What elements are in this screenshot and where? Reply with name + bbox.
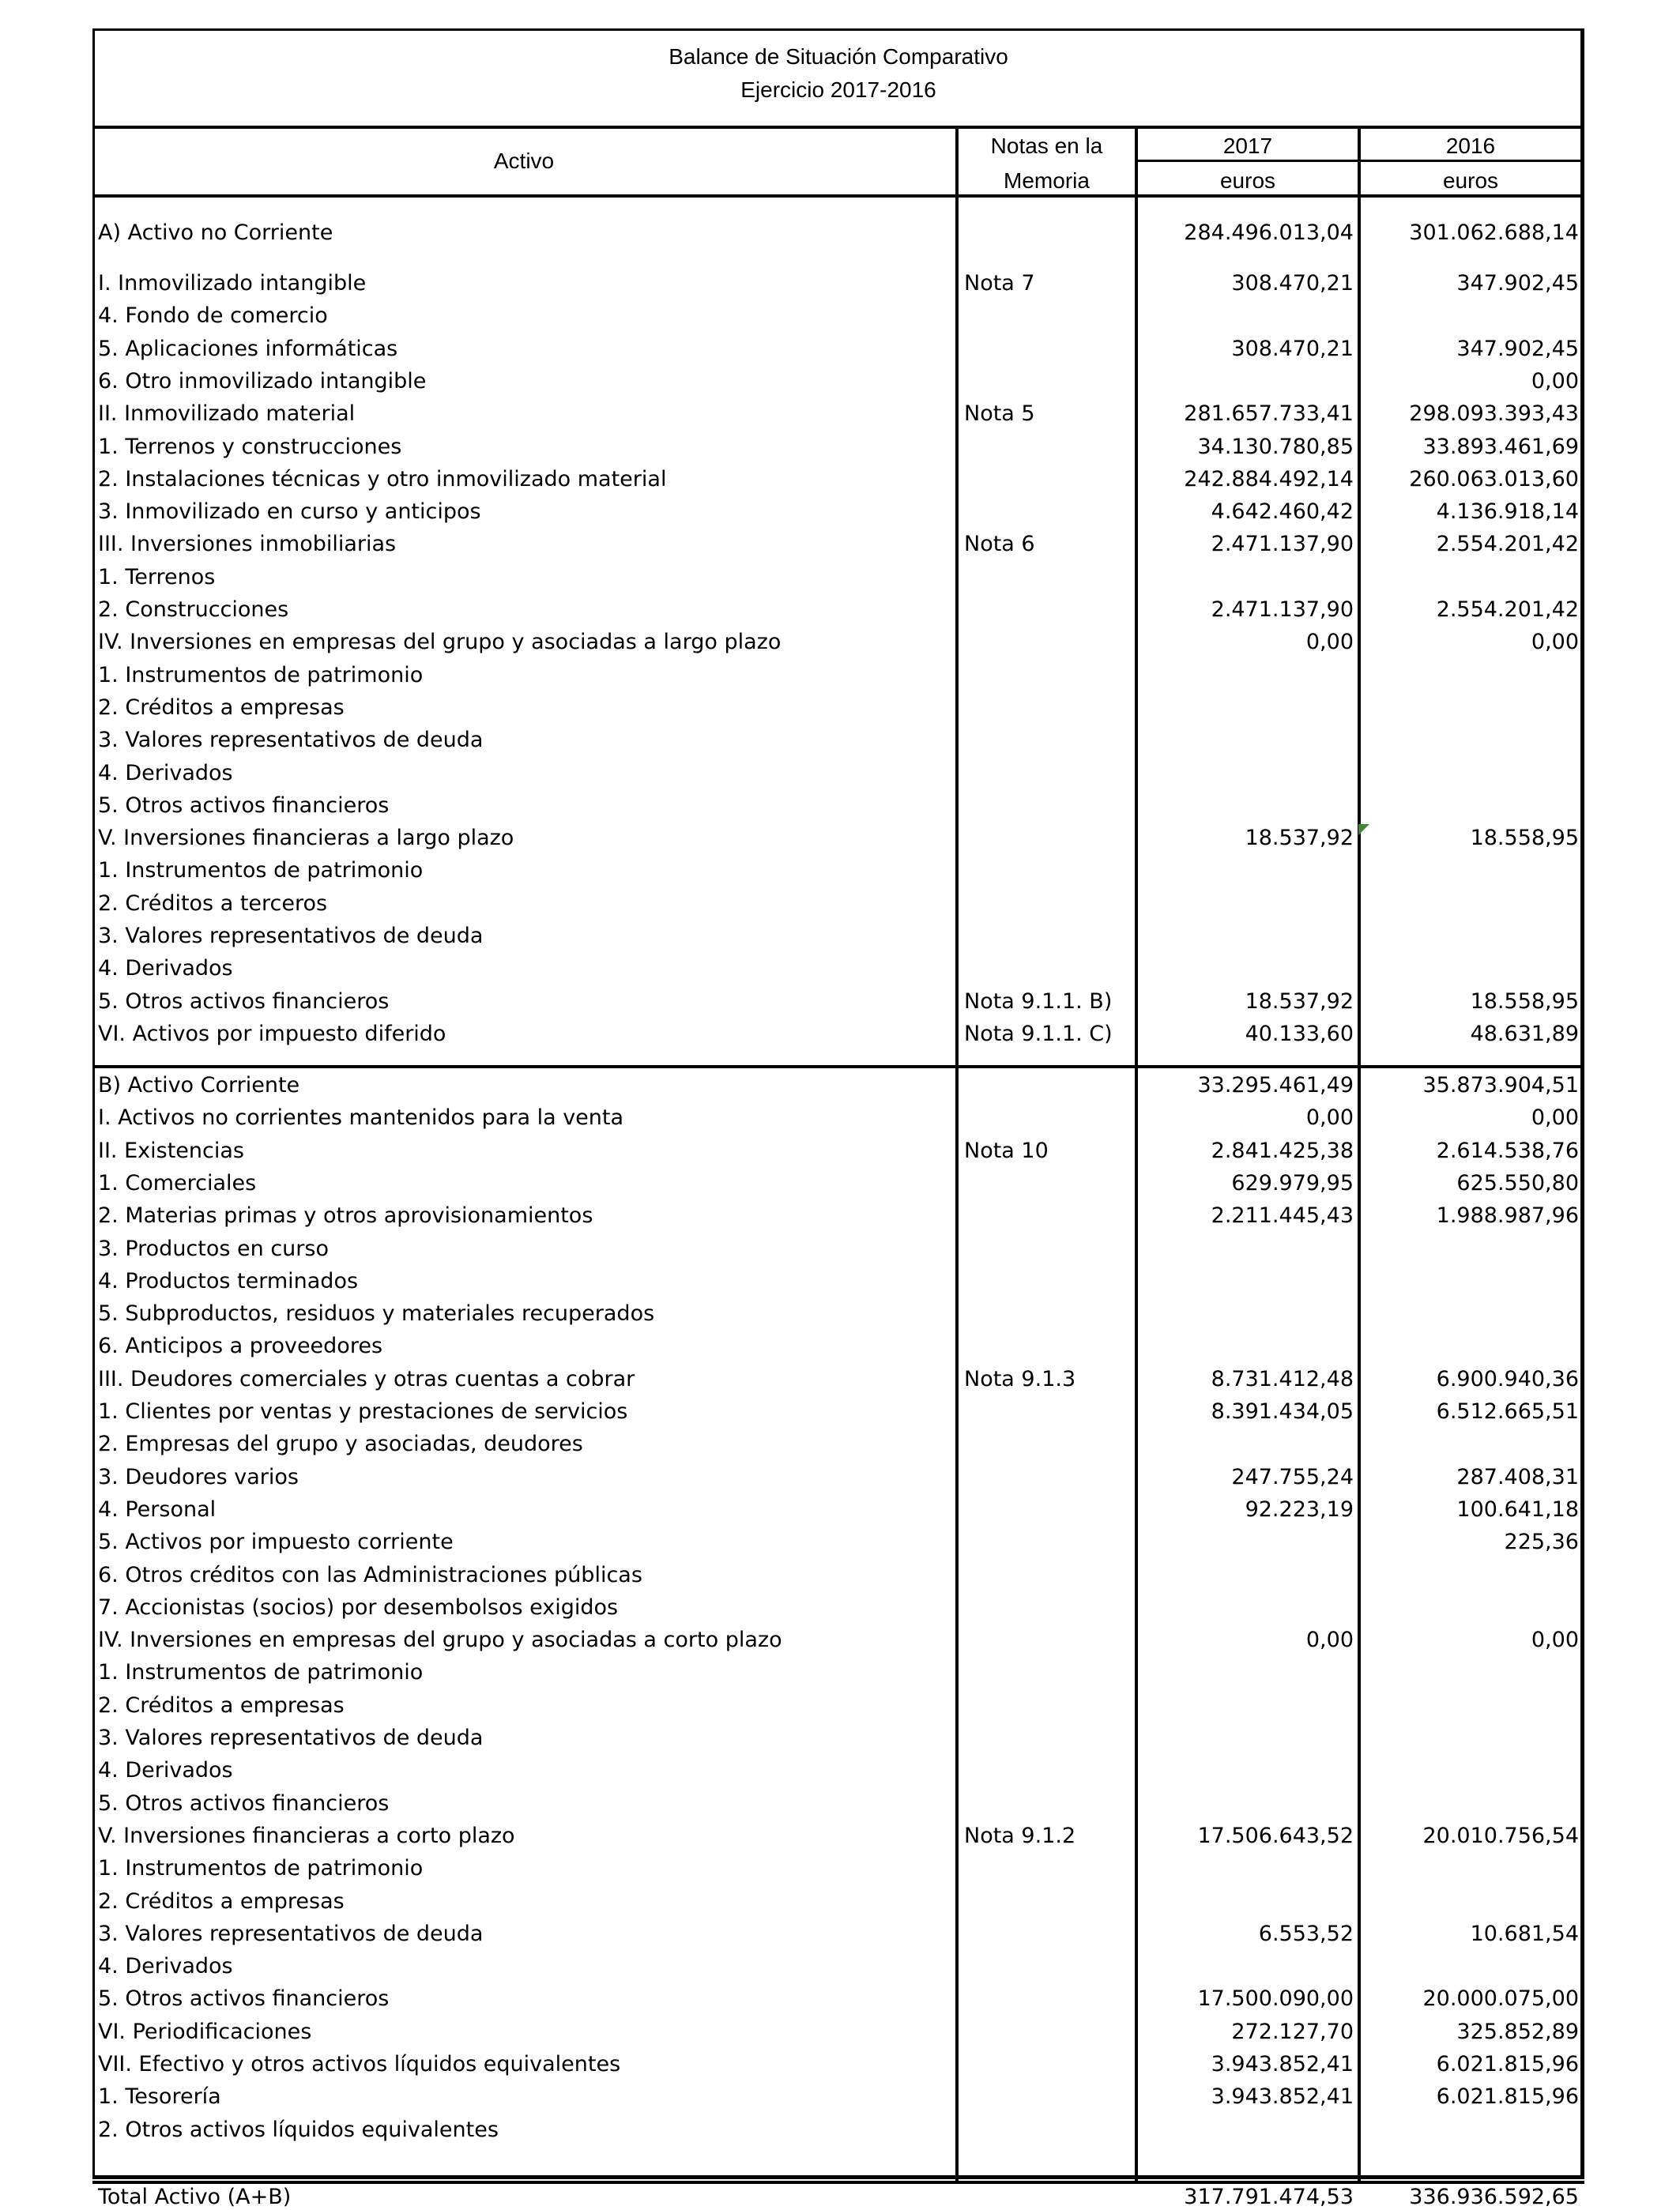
row-label: 6. Anticipos a proveedores [98,1334,383,1358]
row-value-2016: 6.021.815,96 [1436,2052,1579,2076]
row-label: IV. Inversiones en empresas del grupo y asociadas a largo plazo [98,630,782,654]
header-unit-2016: euros [1442,168,1499,193]
row-value-2017: 281.657.733,41 [1184,401,1354,426]
row-label: 5. Otros activos financieros [98,1791,390,1816]
row-label: 6. Otros créditos con las Administraciones públicas [98,1563,642,1587]
row-value-2016: 2.554.201,42 [1436,532,1579,556]
page-subtitle: Ejercicio 2017-2016 [740,77,936,102]
row-value-2016: 10.681,54 [1470,1922,1579,1946]
row-label: 2. Construcciones [98,597,289,622]
row-label: 3. Valores representativos de deuda [98,924,484,948]
row-label: 3. Inmovilizado en curso y anticipos [98,499,481,524]
row-label: 5. Otros activos financieros [98,793,390,818]
row-label: III. Deudores comerciales y otras cuentas a cobrar [98,1367,635,1391]
row-value-2017: 18.537,92 [1245,989,1354,1014]
row-value-2016: 0,00 [1531,369,1579,393]
row-value-2017: 33.295.461,49 [1197,1073,1354,1097]
rule-col-notas [955,126,959,2184]
row-nota: Nota 9.1.1. C) [964,1022,1113,1046]
row-label: 5. Otros activos financieros [98,989,390,1014]
row-value-2016: 20.010.756,54 [1422,1824,1579,1848]
row-label: 5. Activos por impuesto corriente [98,1530,454,1554]
row-value-2016: 0,00 [1531,630,1579,654]
row-value-2017: 629.979,95 [1231,1171,1354,1195]
row-label: 3. Valores representativos de deuda [98,1922,484,1946]
row-label: 2. Materias primas y otros aprovisionamientos [98,1203,593,1228]
total-value-2017: 317.791.474,53 [1184,2185,1354,2209]
row-value-2017: 3.943.852,41 [1211,2052,1354,2076]
row-label: II. Inmovilizado material [98,401,356,426]
row-label: 1. Instrumentos de patrimonio [98,858,424,883]
row-value-2017: 2.471.137,90 [1211,597,1354,622]
row-value-2017: 92.223,19 [1245,1497,1354,1522]
row-label: 1. Terrenos y construcciones [98,435,402,459]
row-value-2016: 6.021.815,96 [1436,2084,1579,2109]
row-nota: Nota 10 [964,1139,1049,1163]
row-nota: Nota 6 [964,532,1035,556]
row-label: VI. Activos por impuesto diferido [98,1022,446,1046]
rule-year-bottom [1137,160,1584,162]
row-value-2016: 0,00 [1531,1628,1579,1652]
row-label: 1. Instrumentos de patrimonio [98,1856,424,1881]
row-label: V. Inversiones financieras a corto plazo [98,1824,515,1848]
row-label: III. Inversiones inmobiliarias [98,532,397,556]
row-value-2016: 6.512.665,51 [1436,1399,1579,1424]
row-value-2016: 260.063.013,60 [1409,467,1579,491]
row-value-2016: 48.631,89 [1470,1022,1579,1046]
row-label: 1. Instrumentos de patrimonio [98,663,424,687]
row-value-2016: 100.641,18 [1456,1497,1579,1522]
row-value-2017: 284.496.013,04 [1184,220,1354,245]
row-label: 4. Derivados [98,956,233,981]
row-label: 6. Otro inmovilizado intangible [98,369,427,393]
row-value-2016: 625.550,80 [1456,1171,1579,1195]
row-label: 4. Fondo de comercio [98,303,328,328]
row-value-2016: 347.902,45 [1456,271,1579,296]
row-label: 2. Empresas del grupo y asociadas, deudores [98,1432,583,1456]
row-nota: Nota 9.1.1. B) [964,989,1113,1014]
row-label: 1. Clientes por ventas y prestaciones de servicios [98,1399,628,1424]
row-value-2016: 0,00 [1531,1105,1579,1130]
row-value-2017: 0,00 [1305,1628,1354,1652]
header-year-2016: 2016 [1445,134,1496,158]
row-value-2017: 2.211.445,43 [1211,1203,1354,1228]
row-label: 5. Otros activos financieros [98,1986,390,2011]
row-value-2017: 40.133,60 [1245,1022,1354,1046]
row-label: B) Activo Corriente [98,1073,300,1097]
row-label: 2. Créditos a empresas [98,695,345,720]
row-value-2016: 325.852,89 [1456,2020,1579,2044]
row-value-2017: 34.130.780,85 [1197,435,1354,459]
row-nota: Nota 7 [964,271,1035,296]
row-label: 2. Créditos a empresas [98,1889,345,1914]
row-label: 3. Valores representativos de deuda [98,728,484,752]
row-value-2016: 35.873.904,51 [1422,1073,1579,1097]
row-nota: Nota 5 [964,401,1035,426]
row-value-2017: 0,00 [1305,630,1354,654]
row-label: 3. Valores representativos de deuda [98,1726,484,1750]
row-label: 5. Subproductos, residuos y materiales recuperados [98,1301,655,1326]
row-label: VI. Periodificaciones [98,2020,312,2044]
row-value-2017: 18.537,92 [1245,826,1354,850]
row-label: 1. Tesorería [98,2084,221,2109]
row-value-2016: 18.558,95 [1470,826,1579,850]
row-label: 2. Créditos a terceros [98,891,328,916]
row-value-2017: 2.471.137,90 [1211,532,1354,556]
row-value-2016: 298.093.393,43 [1409,401,1579,426]
row-value-2016: 2.614.538,76 [1436,1139,1579,1163]
row-value-2017: 4.642.460,42 [1211,499,1354,524]
row-label: 7. Accionistas (socios) por desembolsos exigidos [98,1595,619,1620]
row-label: 1. Instrumentos de patrimonio [98,1660,424,1685]
row-value-2017: 308.470,21 [1231,337,1354,361]
row-value-2017: 3.943.852,41 [1211,2084,1354,2109]
row-label: 5. Aplicaciones informáticas [98,337,398,361]
row-value-2017: 17.500.090,00 [1197,1986,1354,2011]
row-label: 2. Otros activos líquidos equivalentes [98,2118,499,2142]
row-value-2016: 347.902,45 [1456,337,1579,361]
row-value-2017: 0,00 [1305,1105,1354,1130]
row-label: IV. Inversiones en empresas del grupo y asociadas a corto plazo [98,1628,782,1652]
header-year-2017: 2017 [1222,134,1273,158]
total-label: Total Activo (A+B) [98,2185,292,2209]
row-value-2016: 2.554.201,42 [1436,597,1579,622]
row-value-2017: 17.506.643,52 [1197,1824,1354,1848]
row-value-2016: 1.988.987,96 [1436,1203,1579,1228]
row-value-2016: 6.900.940,36 [1436,1367,1579,1391]
row-value-2017: 272.127,70 [1231,2020,1354,2044]
row-label: 3. Deudores varios [98,1465,299,1489]
row-label: 4. Derivados [98,1954,233,1978]
row-nota: Nota 9.1.3 [964,1367,1076,1391]
total-value-2016: 336.936.592,65 [1409,2185,1579,2209]
row-label: 4. Productos terminados [98,1269,359,1293]
header-notas-line2: Memoria [1004,168,1090,193]
row-label: 3. Productos en curso [98,1237,329,1261]
row-value-2016: 301.062.688,14 [1409,220,1579,245]
row-label: 2. Créditos a empresas [98,1693,345,1718]
row-label: II. Existencias [98,1139,244,1163]
page-title: Balance de Situación Comparativo [669,44,1008,69]
row-label: A) Activo no Corriente [98,220,333,245]
header-activo: Activo [493,149,555,173]
row-value-2017: 242.884.492,14 [1184,467,1354,491]
header-notas-line1: Notas en la [990,134,1103,158]
row-value-2016: 287.408,31 [1456,1465,1579,1489]
row-label: 1. Comerciales [98,1171,257,1195]
row-label: 4. Derivados [98,1758,233,1783]
row-nota: Nota 9.1.2 [964,1824,1076,1848]
header-unit-2017: euros [1219,168,1276,193]
row-label: VII. Efectivo y otros activos líquidos equivalentes [98,2052,621,2076]
row-value-2016: 33.893.461,69 [1422,435,1579,459]
row-label: 2. Instalaciones técnicas y otro inmovilizado material [98,467,667,491]
row-value-2016: 4.136.918,14 [1436,499,1579,524]
row-value-2017: 308.470,21 [1231,271,1354,296]
row-value-2017: 6.553,52 [1258,1922,1354,1946]
row-value-2016: 20.000.075,00 [1422,1986,1579,2011]
row-value-2017: 2.841.425,38 [1211,1139,1354,1163]
row-value-2016: 225,36 [1504,1530,1579,1554]
row-value-2016: 18.558,95 [1470,989,1579,1014]
row-label: I. Inmovilizado intangible [98,271,367,296]
row-value-2017: 247.755,24 [1231,1465,1354,1489]
row-label: 4. Personal [98,1497,217,1522]
row-label: V. Inversiones financieras a largo plazo [98,826,514,850]
row-value-2017: 8.391.434,05 [1211,1399,1354,1424]
row-label: 4. Derivados [98,761,233,785]
row-value-2017: 8.731.412,48 [1211,1367,1354,1391]
row-label: I. Activos no corrientes mantenidos para la venta [98,1105,624,1130]
row-label: 1. Terrenos [98,565,216,589]
